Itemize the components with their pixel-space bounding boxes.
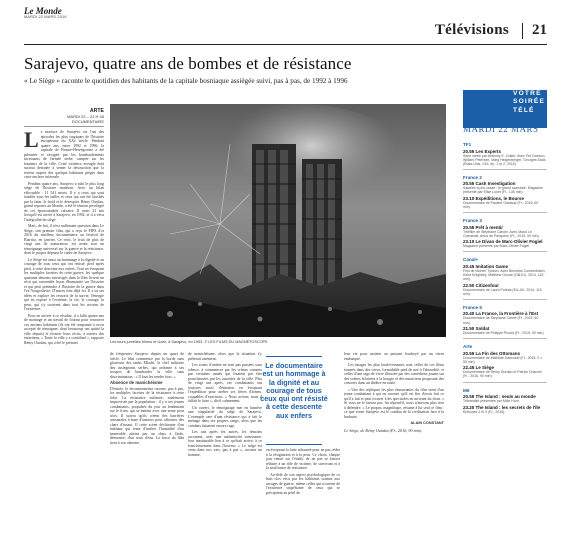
program-description: Documentaire de Laura Poitras (EU-All., 2014, 115 min).: [463, 287, 542, 296]
program-title: 20.55 Cash Investigation: [463, 181, 516, 187]
header-divider: [522, 23, 523, 39]
listing-divider: [463, 212, 547, 213]
channel-label: TF1: [463, 142, 472, 147]
channel-label: France 2: [463, 174, 482, 180]
air-time: MARDI 22 – 22 H 45: [67, 114, 104, 119]
quote-rule: [266, 356, 322, 357]
film-credit: Le Siège, de Rémy Ourdan (Fr., 2016, 90 min).: [344, 427, 423, 433]
banner-line: SOIRÉE: [513, 98, 546, 106]
article-standfirst: « Le Siège » raconte le quotidien des habitants de la capitale bosniaque assiégée suivi, pas à pas, de 1992 à 1996: [24, 77, 348, 85]
program-title: 20.55 Les Experts: [463, 148, 502, 154]
body-text: [24, 127, 104, 345]
program-description: Magazine présenté par Marc-Olivier Fogiel.: [463, 244, 531, 249]
program-entry: [463, 196, 547, 209]
listing-divider: [463, 251, 547, 252]
program-title: 20.40 La France, la Frontière à l'Est: [463, 311, 539, 317]
paragraph: Pendant quatre ans, Sarajevo a subi le plus long siège de l'histoire moderne. Avec un bilan effroyable : 11 541 morts. Il y a ceux qui sont tombés sous les balles et ceux qui ont été fauchés par la faim, le froid et le désespoir. Rémy Ourdan, grand reporter au Monde, a été le témoin privilégié de cet épouvantable calvaire. Il avait 23 ans lorsqu'il est arrivé à Sarajevo, en 1992, et il a vécu l'intégralité du siège.: [24, 181, 104, 222]
banner-line: VOTRE: [513, 90, 542, 97]
pull-quote: Le documentaire est un hommage à la dignité et au courage de tous ceux qui ont résisté à cette descente aux enfers: [260, 361, 328, 420]
program-title: 20.55 La Fin des Ottomans: [463, 350, 521, 356]
header-rule: [24, 44, 547, 45]
paragraph: Les uns après les autres, les témoins racontent, avec une authenticité saisissante, leur inestimable lien à ce qu'était arrivé, à ce franchissement dans l'horreur. « Le siège est venu dans nos vies, pas à pas », raconte un homme,: [188, 430, 262, 457]
channel-label: France 5: [463, 304, 482, 310]
section-title: Télévisions: [434, 22, 509, 38]
program-entry: [463, 149, 547, 166]
program-title: 20.45 Imitation Game: [463, 263, 509, 269]
channel-label: Canal+: [463, 257, 479, 263]
issue-date: MARDI 22 MARS 2016: [24, 15, 67, 19]
article-column-3: [188, 352, 262, 457]
program-title: 22.50 Citizenfour: [463, 282, 500, 288]
paragraph: en évoquant la lutte acharnée pour ne pas céder à la résignation et à la peur. Ce choix, chaque jour remet sur l'établi, de ne pas se laisser réduire à un rôle de victime, de survivant et à la souffrance de résistance.: [266, 448, 340, 470]
paragraph: Les zones d'ombre ne sont pas passées sous silence, à commencer par les crimes commis par certaines unités qui fixaient par être pourchassées par les autorités de la ville. Plus de vingt ans après, ces combattants ont toujours aussi d'émotion en évoquant l'expédition pour arrêter ses frères d'armes, coupables d'exactions. « Nous avions, mais il fallait le faire », dit-il calmement.: [188, 363, 262, 403]
paragraph: D'entrée, le documentariste raconte, pas à pas, les multiples facettes de la résistance à cette folie. La résistance militaire, totalement improvisée par la population : il y a ces jeunes combattants, propulsés du jour au lendemain sur le front, qui se battent avec une arme pour trois. Il suivra qu'ils créent des barrières artisanales à base d'armoirs pour affronter des chars d'assaut. Il cette scène déchirante d'un habitant qui tente d'insérer l'humidité d'un immeuble atteint par un obus à l'aide, démontre, d'un sous d'eau. La force du film tient à son absence: [110, 386, 184, 445]
paragraph: de fréquenter Sarajevo depuis un quart de siècle. Le film commence par la horde sans glorieuse des tanks Mladić, le chef militaire des assiégeants serbes, qui ordonne à ses troupes de bombarder la ville sans discrimination : « Il faut les rendre fous. »: [110, 352, 184, 379]
listing-divider: [463, 338, 547, 339]
program-title: 22.45 Le Siège: [463, 365, 495, 371]
channel-label: M6: [463, 387, 470, 393]
banner-line: TÉLÉ: [513, 106, 535, 114]
program-entry: [463, 264, 547, 281]
article-column-4: [266, 448, 340, 495]
program-title: 20.55 The Island : seuls au monde: [463, 394, 536, 400]
program-title: 23.10 Expéditions, le Bourse: [463, 195, 525, 201]
tv-listing-date: MARDI 22 MARS: [463, 124, 539, 134]
photo-caption: Les tours jumelles Momo et Uzeir, à Sarajevo, en 1993. © LES FILMS DU MAGNÉTOSCOPE: [110, 340, 268, 344]
paragraph: e martyre de Sarajevo est l'un des épisodes les plus tragiques de l'histoire européenne du XXe siècle. Pendant quatre ans, entre 1992 et 1996, la capitale de Bosnie-Herzégovine a été pilonnée et ravagée par les bombardements incessants de l'armée serbe, campée sur les hauteurs de la ville. Cette violence aveugle était surtout destinée à semer la destruction que la terreur auprès des quelque habitants piégés dans cette enclave infernale.: [24, 130, 104, 179]
program-description: Documentaire de Rémy Ourdan et Patrick Chauvel (Fr., 2016, 90 min).: [463, 370, 542, 379]
program-entry: [463, 326, 547, 335]
paragraph: Un ouvert, le témoignage met en lumière une singularité du siège de Sarajevo. L'exemple rare d'une résistance qui a fait le ménage dans ses propres rangs, alors que les combats faisaient encore rage.: [188, 405, 262, 428]
listing-divider: [463, 299, 547, 300]
paragraph: Pour en arriver à ce résultat, il a fallu quatre ans de montage et un travail de fourmi pour retrouver ces anciens habitants (ils ont été cinquante à avoir accepté de témoigner, dont beaucoup ont quitté la ville depuis) et écouter leurs récits, à travers des entretiens, « Toute la ville y a contribué », rapporte Rémy Ourdan, qui a été le premier: [24, 313, 104, 345]
program-title: 21.50 Soldat: [463, 326, 490, 332]
program-title: 23.10 Le Divan de Marc-Olivier Fogiel: [463, 239, 543, 245]
paragraph: Mais, de fait, il n'est nullement question dans Le Siège, son premier film, qui a reçu le FIPA d'or 2016 du meilleur documentaire au festival de Biarritz, en janvier. Ce récit, le fruit de plus de vingt ans de maturation, est avant tout un témoignage universel sur la guerre et la résistance, dont le propos dépasse le cadre de Sarajevo.: [24, 224, 104, 255]
program-entry: [463, 283, 547, 296]
listing-divider: [463, 382, 547, 383]
paragraph: de manichéisme, alors que la situation s'y prêterait aisément.: [188, 352, 262, 361]
program-description: Documentaire de Stéphane Calvet (Fr., 2015, 60 min).: [463, 316, 539, 325]
page-number: 21: [532, 22, 547, 38]
paragraph: Le Siège est aussi un hommage à la dignité et au courage de tous ceux qui ont résisté, pied après pied, à cette descente aux enfers. Tout en évoquant les multiples facettes de cette guerre, les quelque quarante témoins interrogés dans le film livrent un récit qui rassemble leçon d'humanité sur l'histoire et qui peut prétendre à l'histoire de la guerre dans l'ex-Yougoslavie. D'autres font déjà foi. Il a su ses idées et explore les ressorts de la survie, l'énergie qui en exposé à l'extrême, la vie, le courage, la peur, qui s'y trouvent dans tout les recoins de l'existence.: [24, 257, 104, 311]
author-signature: ALAIN CONSTANT: [410, 421, 444, 425]
program-description: Épisodes 2 et 3 (Fr., 2016).: [463, 409, 506, 414]
paragraph: Les images les plus bouleversantes sont celles de ces films tournés dans des caves, formidable pied de nez à l'absurdité, et celles d'une rage de vivre illustrée par des comédiens jouant sur des scènes éclairées à la bougie et des musiciens proposant des concerts dans un théâtre en ruine.: [344, 363, 444, 385]
program-entry: [463, 239, 547, 248]
quote-rule: [266, 444, 322, 445]
program-description: Série créée par Anthony E. Zuiker. Avec Ted Danson, William Petersen, Marg Helgenberger, Georges Eads (États-Unis, S16, ép. 1 et 2, 2015).: [463, 153, 546, 166]
paragraph: Au-delà de son aspect psychologique de ce huis clos vécu par les habitants soumis aux ravages de guerre, même celles qui trouvent de l'existence stupéfiante de ceux qui se précipitent au péril de: [266, 472, 340, 495]
program-description: Salariés à prix cassé : le grand scandale. Magazine présenté par Élise Lucet (Fr., 135 min).: [463, 186, 543, 195]
channel-label: Arte: [463, 344, 473, 350]
article-photo: [110, 104, 446, 337]
paragraph: « Une des répliques les plus émouvantes du film vient d'un jeune combattant à qui on raconte qu'il est fier d'avoir fait ce qu'il a fait et peut trouver à les spectacles en arrivant du front. « Si vous ne le faisiez pas, lui répond-il, nous n'aurions plus rien à défendre. » Le propos, magnifique, résume à lui seul ce film : ce que vivait Sarajevo est le combat de la civilisation face à la barbarie.: [344, 387, 444, 419]
tv-listing-banner: [463, 90, 547, 128]
program-description: Film de Morten Tyldum. Avec Benedict Cumberbatch, Keira Knightley, Matthew Goode (GB-EU, 2014, 115 min).: [463, 268, 546, 282]
program-description: Documentaire de Philippe Picard (Fr., 2015, 90 min).: [463, 331, 545, 336]
program-entry: [463, 394, 547, 403]
program-entry: [463, 405, 547, 414]
program-entry: [463, 365, 547, 378]
program-entry: [463, 181, 547, 194]
program-title: 20.55 Prêt à mentir: [463, 224, 504, 230]
program-entry: [463, 311, 547, 324]
paragraph: leur vie pour assister au passant foudroyé par un tireur embusqué.: [344, 352, 444, 361]
listing-divider: [463, 169, 547, 170]
program-genre: DOCUMENTAIRE: [24, 119, 104, 127]
channel-label: France 3: [463, 218, 482, 224]
newspaper-logo: Le Monde: [24, 6, 62, 16]
program-title: 23.20 The Island : les secrets de l'île: [463, 404, 541, 410]
subheading: Absence de manichéisme: [110, 380, 163, 385]
article-column-2: [110, 352, 184, 445]
channel-name: ARTE: [89, 108, 104, 114]
tv-listing: [463, 137, 547, 414]
program-entry: [463, 225, 547, 238]
drop-cap: L: [24, 127, 39, 152]
program-description: Documentaire de Pauline Gastaud (Fr., 2016, 60 min).: [463, 200, 539, 210]
program-entry: [463, 351, 547, 364]
article-column-1: [24, 108, 104, 345]
sarajevo-towers-photo: [110, 104, 446, 337]
program-description: Documentaire de Mathilde Damoisel (Fr., 2015, 2 × 55 min).: [463, 355, 543, 364]
program-description: Téléréalité présentée par Mike Horn.: [463, 399, 520, 404]
article-column-5: [344, 352, 444, 433]
program-description: Téléfilm de Stéphane Clavier. Avec Maud Le Guenedal, Artus de Penguern (Fr., 2015, 90 min).: [463, 229, 540, 238]
article-headline: Sarajevo, quatre ans de bombes et de résistance: [24, 54, 352, 73]
